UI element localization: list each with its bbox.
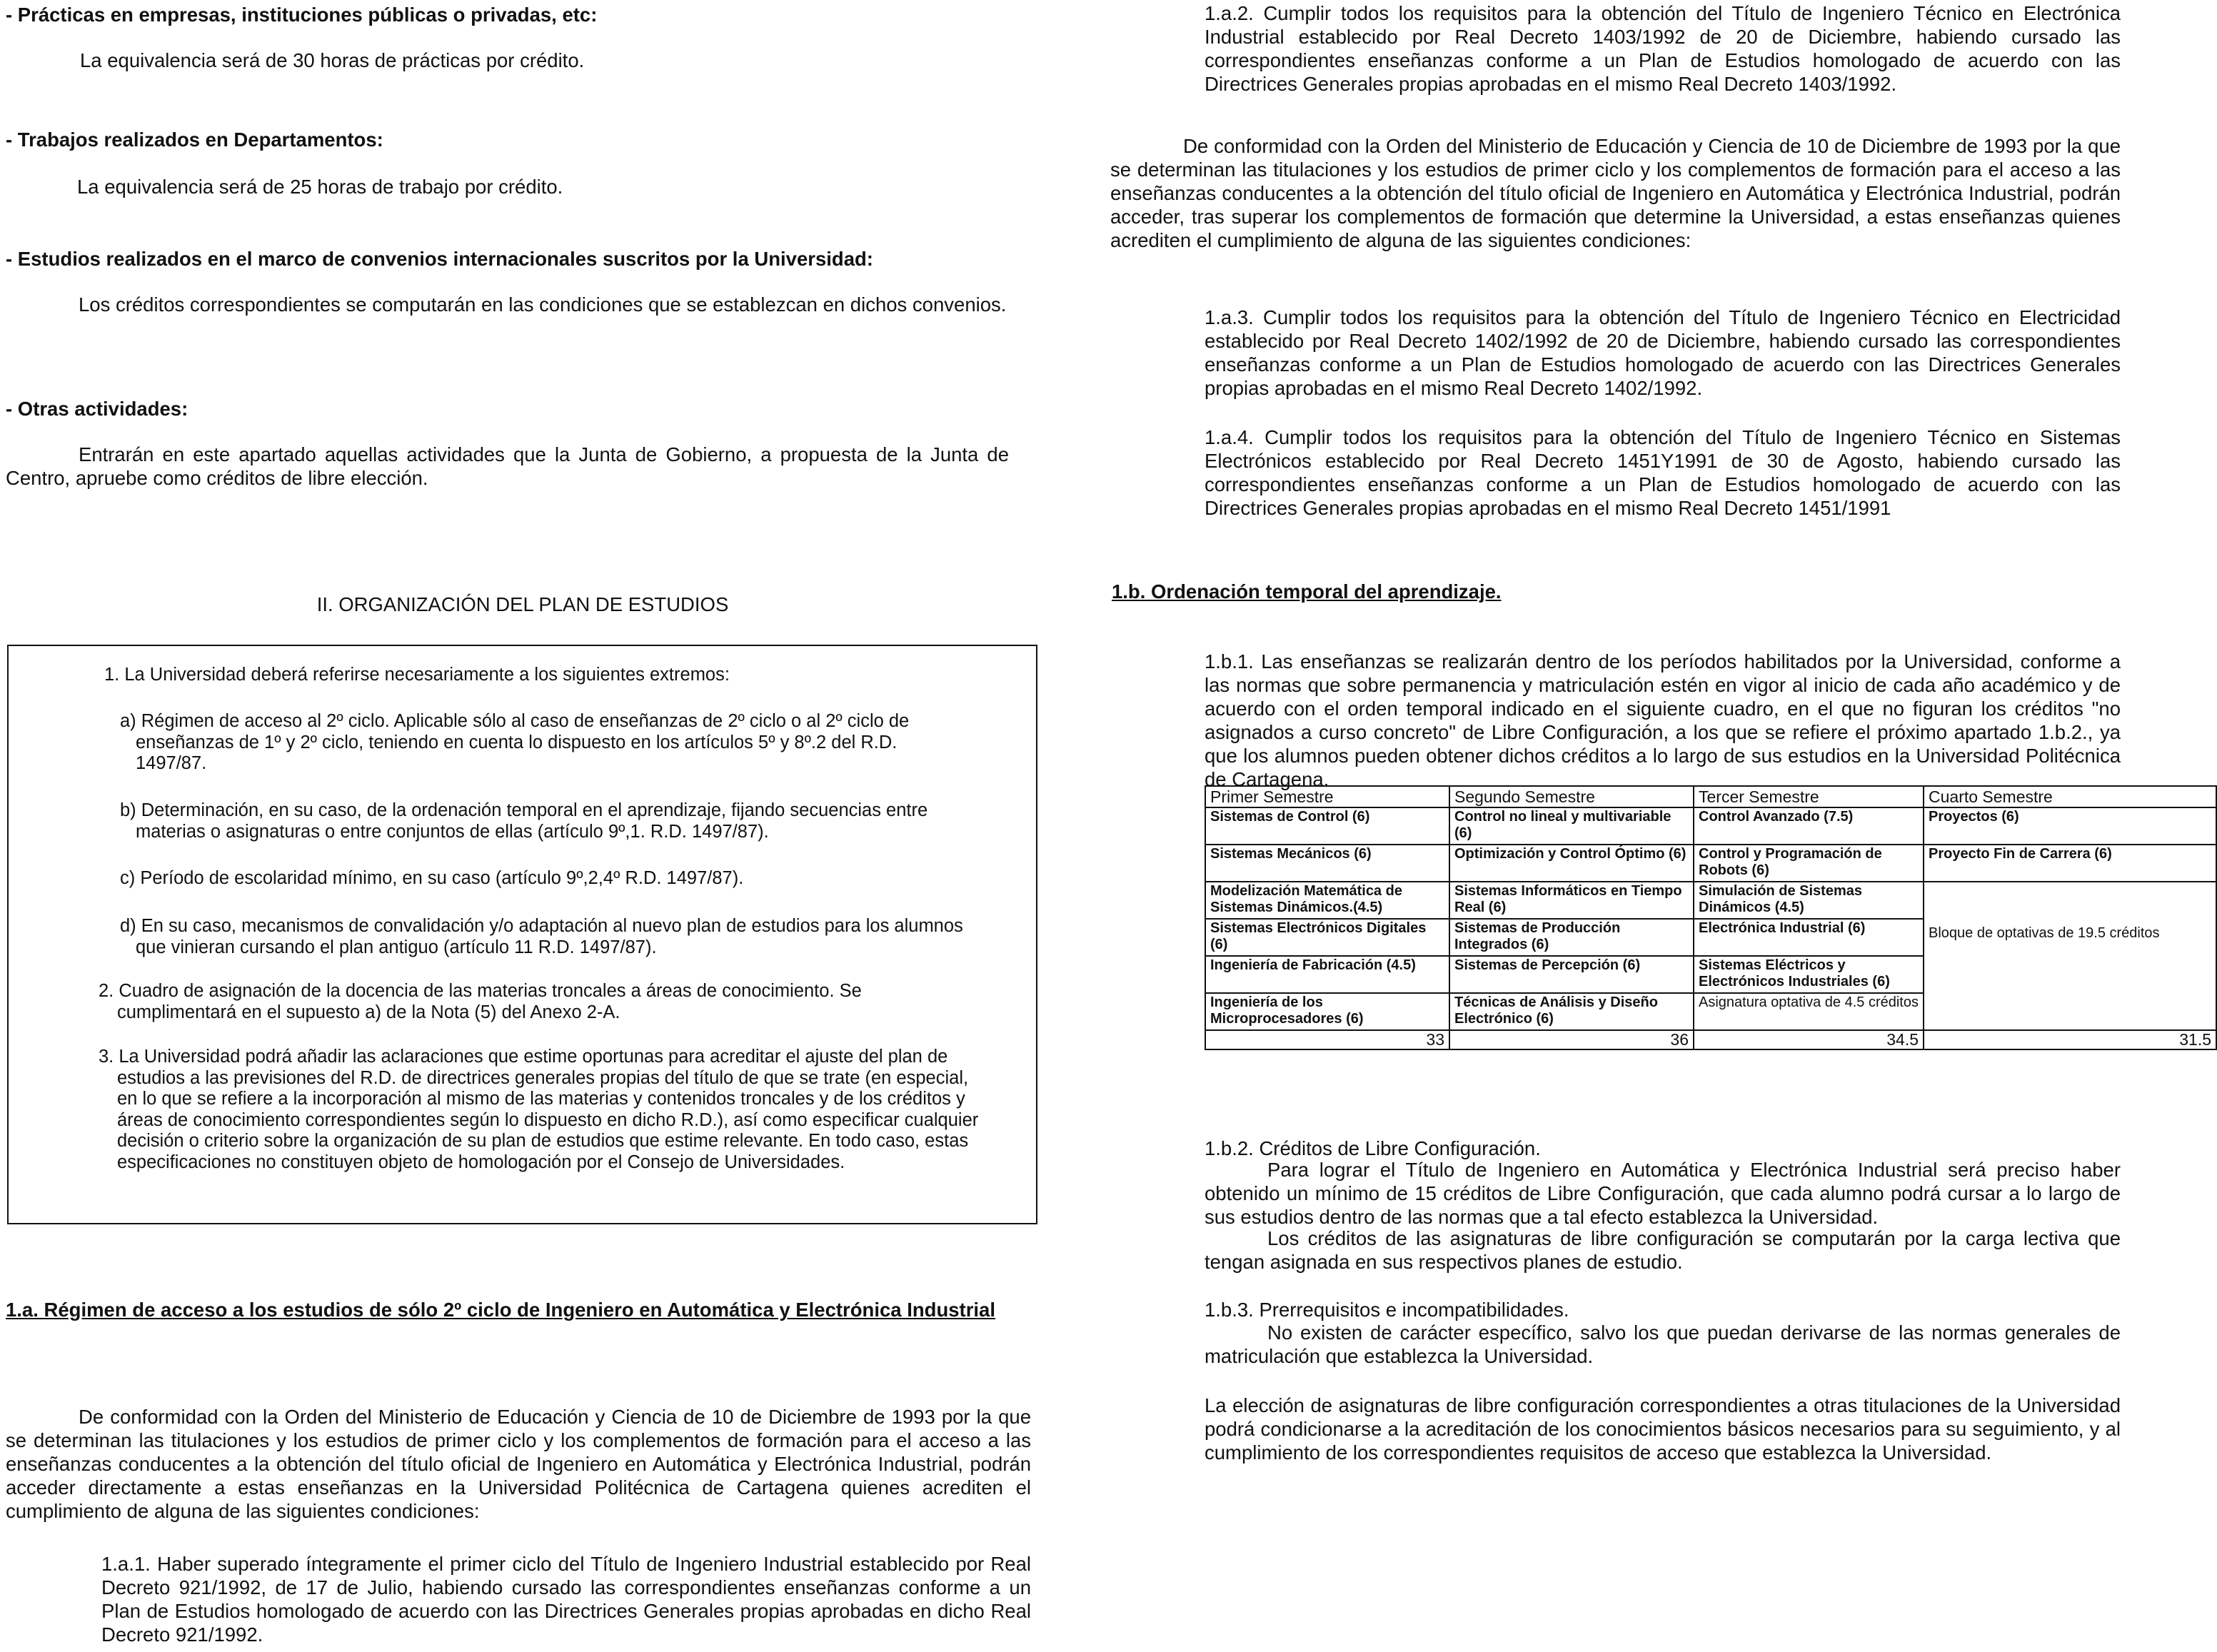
trabajos-text: La equivalencia será de 25 horas de trabajo por crédito.	[77, 176, 563, 198]
item-1b3-heading: 1.b.3. Prerrequisitos e incompatibilidades.	[1205, 1299, 1569, 1321]
table-cell: Técnicas de Análisis y Diseño Electrónico (6)	[1449, 993, 1694, 1030]
convenios-heading: - Estudios realizados en el marco de convenios internacionales suscritos por la Universidad:	[6, 248, 873, 270]
box-item-3: 3. La Universidad podrá añadir las aclaraciones que estime oportunas para acreditar el ajuste del plan de estudios a las previsiones del R.D. de directrices generales propias del título de que se trate (en especial, en lo que se refiere a la incorporación al mismo de las materias y contenidos troncales y de los créditos y áreas de conocimiento correspondientes según lo dispuesto en dicho R.D.), así como especificar cualquier decisión o criterio sobre la organización de su plan de estudios que estime relevante. En todo caso, estas especificaciones no constituyen objeto de homologación por el Consejo de Universidades.	[99, 1047, 979, 1172]
conformidad-paragraph-2: De conformidad con la Orden del Ministerio de Educación y Ciencia de 10 de Diciembre de 1993 por la que se determinan las titulaciones y los estudios de primer ciclo y los complementos de formación para el acceso a las enseñanzas conducentes a la obtención del título oficial de Ingeniero en Automática y Electrónica Industrial, podrán acceder, tras superar los complementos de formación que determine la Universidad, a estas enseñanzas quienes acrediten el cumplimiento de alguna de las siguientes condiciones:	[1110, 135, 2121, 251]
item-1a2: 1.a.2. Cumplir todos los requisitos para la obtención del Título de Ingeniero Técnico en Electrónica Industrial establecido por Real Decreto 1403/1992 de 20 de Diciembre, habiendo cursado las correspondientes enseñanzas conforme a un Plan de Estudios homologado de acuerdo con las Directrices Generales propias aprobadas en el mismo Real Decreto 1403/1992.	[1205, 2, 2121, 95]
box-item-b: b) Determinación, en su caso, de la ordenación temporal en el aprendizaje, fijando secuencias entre materias o asignaturas o entre conjuntos de ellas (artículo 9º,1. R.D. 1497/87).	[120, 800, 928, 842]
otras-heading: - Otras actividades:	[6, 398, 188, 420]
table-cell: Optimización y Control Óptimo (6)	[1449, 845, 1694, 882]
table-cell: Sistemas Electrónicos Digitales (6)	[1205, 919, 1449, 956]
box-item-c: c) Período de escolaridad mínimo, en su caso (artículo 9º,2,4º R.D. 1497/87).	[120, 868, 744, 888]
conformidad-paragraph: De conformidad con la Orden del Ministerio de Educación y Ciencia de 10 de Diciembre de 1993 por la que se determinan las titulaciones y los estudios de primer ciclo y los complementos de formación para el acceso a las enseñanzas conducentes a la obtención del título oficial de Ingeniero en Automática y Electrónica Industrial, podrán acceder directamente a estas enseñanzas en la Universidad Politécnica de Cartagena quienes acrediten el cumplimiento de alguna de las siguientes condiciones:	[6, 1406, 1031, 1522]
item-1a4: 1.a.4. Cumplir todos los requisitos para la obtención del Título de Ingeniero Técnico en Sistemas Electrónicos establecido por Real Decreto 1451Y1991 de 30 de Agosto, habiendo cursado las correspondientes enseñanzas conforme a un Plan de Estudios homologado de acuerdo con las Directrices Generales propias aprobadas en el mismo Real Decreto 1451/1991	[1205, 426, 2121, 519]
table-cell: Sistemas de Producción Integrados (6)	[1449, 919, 1694, 956]
header-semestre-3: Tercer Semestre	[1694, 786, 1924, 807]
table-cell: Sistemas de Percepción (6)	[1449, 956, 1694, 993]
otras-text: Entrarán en este apartado aquellas actividades que la Junta de Gobierno, a propuesta de la Junta de Centro, apruebe como créditos de libre elección.	[6, 443, 1009, 489]
item-1b2-text-b: Los créditos de las asignaturas de libre configuración se computarán por la carga lectiva que tengan asignada en sus respectivos planes de estudio.	[1205, 1227, 2121, 1273]
table-cell: Sistemas Informáticos en Tiempo Real (6)	[1449, 882, 1694, 919]
item-1b1: 1.b.1. Las enseñanzas se realizarán dentro de los períodos habilitados por la Universidad, conforme a las normas que sobre permanencia y matriculación estén en vigor al inicio de cada año académico y de acuerdo con el orden temporal indicado en el siguiente cuadro, en el que no figuran los créditos "no asignados a curso concreto" de Libre Configuración, a los que se refiere el próximo apartado 1.b.2., ya que los alumnos pueden obtener dichos créditos a lo largo de sus estudios en la Universidad Politécnica de Cartagena.	[1205, 650, 2121, 790]
table-cell: Proyecto Fin de Carrera (6)	[1924, 845, 2216, 882]
total-semestre-3: 34.5	[1694, 1030, 1924, 1049]
table-cell: Ingeniería de los Microprocesadores (6)	[1205, 993, 1449, 1030]
header-semestre-1: Primer Semestre	[1205, 786, 1449, 807]
total-semestre-2: 36	[1449, 1030, 1694, 1049]
table-cell: Proyectos (6)	[1924, 807, 2216, 845]
practicas-heading: - Prácticas en empresas, instituciones públicas o privadas, etc:	[6, 4, 598, 26]
item-1b2-text-a: Para lograr el Título de Ingeniero en Automática y Electrónica Industrial será preciso haber obtenido un mínimo de 15 créditos de Libre Configuración, que cada alumno podrá cursar a lo largo de sus estudios dentro de las normas que a tal efecto establezca la Universidad.	[1205, 1159, 2121, 1228]
item-1b3-text: No existen de carácter específico, salvo los que puedan derivarse de las normas generales de matriculación que establezca la Universidad.	[1205, 1321, 2121, 1367]
item-1a3: 1.a.3. Cumplir todos los requisitos para la obtención del Título de Ingeniero Técnico en Electricidad establecido por Real Decreto 1402/1992 de 20 de Diciembre, habiendo cursado las correspondientes enseñanzas conforme a un Plan de Estudios homologado de acuerdo con las Directrices Generales propias aprobadas en el mismo Real Decreto 1402/1992.	[1205, 306, 2121, 399]
table-cell: Ingeniería de Fabricación (4.5)	[1205, 956, 1449, 993]
table-cell: Sistemas Mecánicos (6)	[1205, 845, 1449, 882]
box-item-d: d) En su caso, mecanismos de convalidación y/o adaptación al nuevo plan de estudios para los alumnos que vinieran cursando el plan antiguo (artículo 11 R.D. 1497/87).	[120, 916, 963, 957]
table-cell: Sistemas de Control (6)	[1205, 807, 1449, 845]
section-1a-heading: 1.a. Régimen de acceso a los estudios de sólo 2º ciclo de Ingeniero en Automática y Electrónica Industrial	[6, 1299, 995, 1321]
header-semestre-2: Segundo Semestre	[1449, 786, 1694, 807]
closing-paragraph: La elección de asignaturas de libre configuración correspondientes a otras titulaciones de la Universidad podrá condicionarse a la acreditación de los conocimientos básicos necesarios para su seguimiento, y al cumplimiento de los correspondientes requisitos de acceso que establezca la Universidad.	[1205, 1394, 2121, 1464]
table-totals-row	[1205, 1030, 2216, 1049]
instructions-box	[7, 645, 1037, 1224]
table-cell: Control y Programación de Robots (6)	[1694, 845, 1924, 882]
trabajos-heading: - Trabajos realizados en Departamentos:	[6, 129, 383, 151]
table-row	[1205, 845, 2216, 882]
table-cell: Modelización Matemática de Sistemas Dinámicos.(4.5)	[1205, 882, 1449, 919]
table-cell: Electrónica Industrial (6)	[1694, 919, 1924, 956]
practicas-text: La equivalencia será de 30 horas de prácticas por crédito.	[80, 49, 585, 71]
schedule-table-wrap	[1205, 785, 2217, 1050]
org-title: II. ORGANIZACIÓN DEL PLAN DE ESTUDIOS	[316, 593, 729, 615]
box-item-2: 2. Cuadro de asignación de la docencia de las materias troncales a áreas de conocimiento. Se cumplimentará en el supuesto a) de la Nota (5) del Anexo 2-A.	[99, 981, 862, 1022]
schedule-table	[1205, 785, 2217, 1050]
section-1b-heading: 1.b. Ordenación temporal del aprendizaje.	[1112, 580, 1502, 603]
table-row	[1205, 882, 2216, 919]
box-item-a: a) Régimen de acceso al 2º ciclo. Aplicable sólo al caso de enseñanzas de 2º ciclo o al 2º ciclo de enseñanzas de 1º y 2º ciclo, teniendo en cuenta lo dispuesto en los artículos 5º y 8º.2 del R.D. 1497/87.	[120, 711, 910, 773]
optativas-block-cell: Bloque de optativas de 19.5 créditos	[1924, 882, 2216, 1030]
table-cell: Control no lineal y multivariable (6)	[1449, 807, 1694, 845]
header-semestre-4: Cuarto Semestre	[1924, 786, 2216, 807]
total-semestre-1: 33	[1205, 1030, 1449, 1049]
convenios-text: Los créditos correspondientes se computarán en las condiciones que se establezcan en dichos convenios.	[79, 293, 1007, 316]
table-cell: Asignatura optativa de 4.5 créditos	[1694, 993, 1924, 1030]
table-cell: Simulación de Sistemas Dinámicos (4.5)	[1694, 882, 1924, 919]
table-header-row	[1205, 786, 2216, 807]
table-cell: Sistemas Eléctricos y Electrónicos Industriales (6)	[1694, 956, 1924, 993]
total-semestre-4: 31.5	[1924, 1030, 2216, 1049]
item-1a1: 1.a.1. Haber superado íntegramente el primer ciclo del Título de Ingeniero Industrial establecido por Real Decreto 921/1992, de 17 de Julio, habiendo cursado las correspondientes enseñanzas conforme a un Plan de Estudios homologado de acuerdo con las Directrices Generales propias aprobadas en dicho Real Decreto 921/1992.	[101, 1553, 1031, 1646]
item-1b2-heading: 1.b.2. Créditos de Libre Configuración.	[1205, 1137, 1541, 1159]
table-cell: Control Avanzado (7.5)	[1694, 807, 1924, 845]
box-item-1: 1. La Universidad deberá referirse necesariamente a los siguientes extremos:	[104, 665, 730, 685]
table-row	[1205, 807, 2216, 845]
